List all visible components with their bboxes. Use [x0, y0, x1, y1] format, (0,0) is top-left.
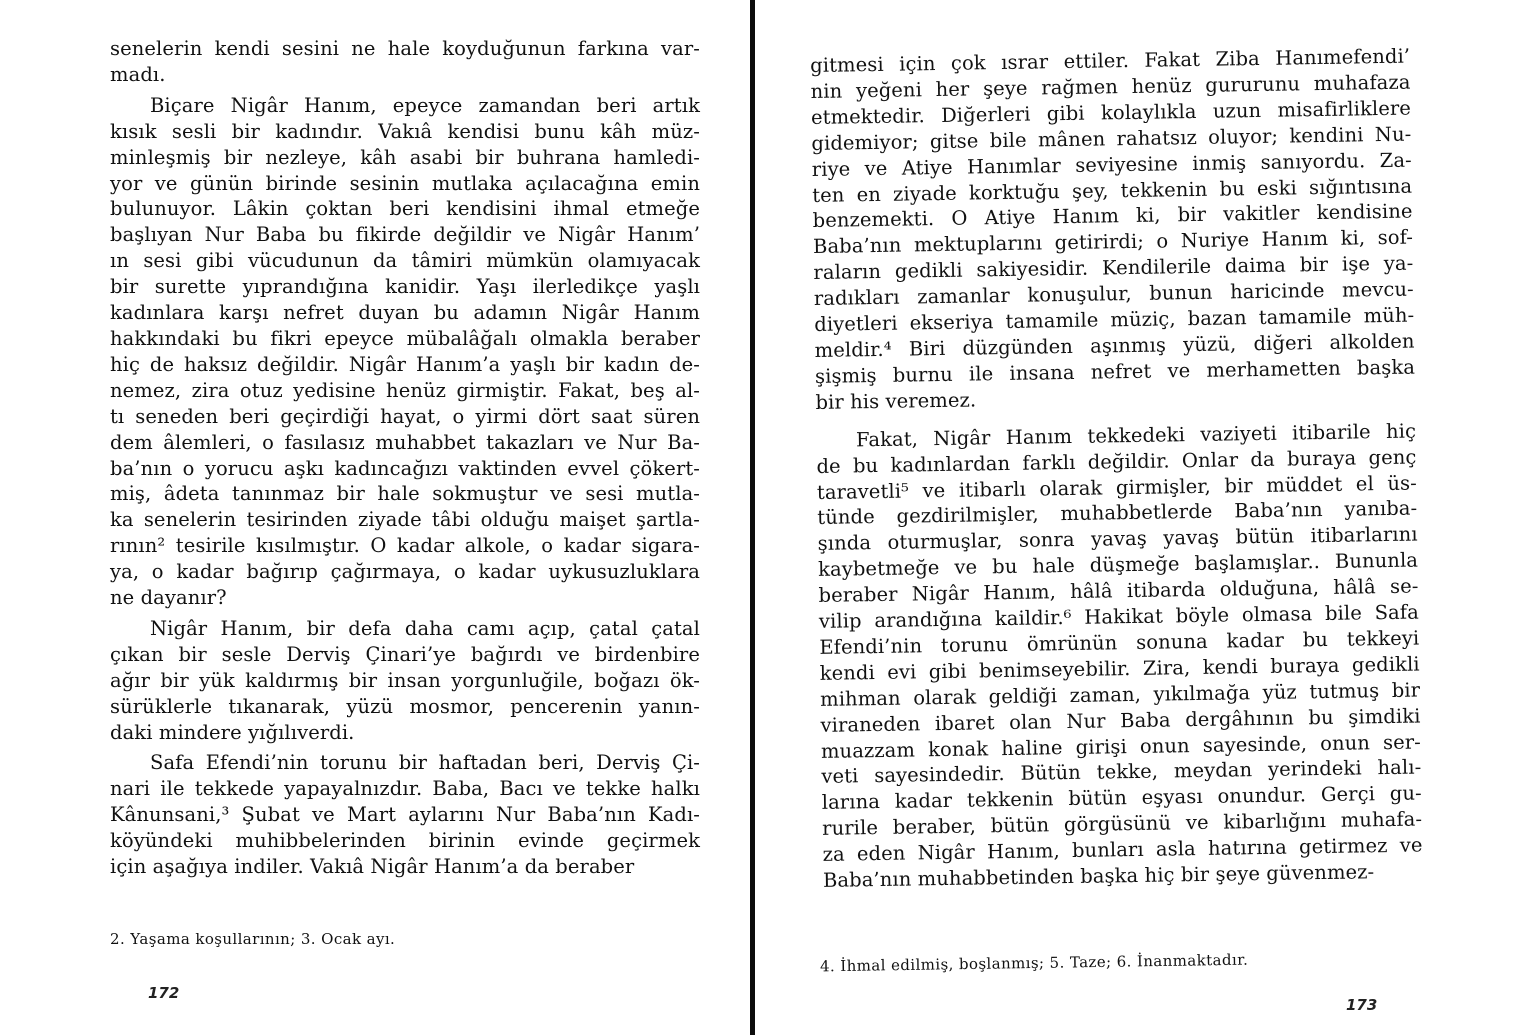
text-line: tünde gezdirilmişler, muhabbetlerde Baba’nın yanıba- [817, 496, 1418, 530]
text-line: raların gedikli sakiyesidir. Kendilerile daima bir işe ya- [813, 251, 1414, 285]
text-line: miş, âdeta tanınmaz bir hale sokmuştur ve sesi mutla- [110, 482, 700, 506]
text-line: sürüklerle tıkanarak, yüzü mosmor, pencerenin yanın- [110, 694, 700, 718]
text-line: şişmiş burnu ile insana nefret ve merhametten başka [814, 355, 1416, 388]
paragraph [816, 418, 1423, 894]
right-page [810, 44, 1423, 894]
text-line: ya, o kadar bağırıp çağırmaya, o kadar uykusuzluklara [110, 560, 700, 584]
text-line: mihman olarak geldiği zaman, yıkılmağa yüz tutmuş bir [819, 678, 1421, 711]
right-page-body [810, 44, 1423, 894]
text-line: bir his veremez. [815, 388, 977, 414]
text-line: nemez, zira otuz yedisine henüz girmiştir. Fakat, beş al- [110, 378, 700, 402]
right-page-number: 173 [1346, 996, 1378, 1014]
text-line: taravetli⁵ ve itibarlı olarak girmişler, bir müddet el üs- [816, 471, 1418, 504]
text-line: viraneden ibaret olan Nur Baba dergâhının bu şimdiki [820, 704, 1421, 737]
text-line: bulunuyor. Lâkin çoktan beri kendisini ihmal etmeğe [110, 197, 700, 221]
text-line: beraber Nigâr Hanım, hâlâ itibarda olduğuna, hâlâ se- [818, 574, 1419, 608]
text-line: Fakat, Nigâr Hanım tekkedeki vaziyeti itibarile hiç [855, 419, 1417, 452]
text-line: senelerin kendi sesini ne hale koyduğunun farkına var- [110, 37, 700, 60]
text-line: kısık sesli bir kadındır. Vakıâ kendisi bunu kâh müz- [110, 119, 700, 143]
text-line: hakkındaki bu fikri epeyce mübalâğalı olmakla beraber [110, 326, 700, 350]
text-line: Nigâr Hanım, bir defa daha camı açıp, çatal çatal [150, 616, 700, 640]
text-line: bir surette yıprandığına kanidir. Yaşı ilerledikçe yaşlı [110, 275, 700, 299]
text-line: tı seneden beri geçirdiği hayat, o yirmi dört saat süren [110, 404, 700, 428]
text-line: ten en ziyade korktuğu şey, tekkenin bu eski sığıntısına [812, 174, 1413, 207]
paragraph [110, 616, 700, 746]
text-line: kendi evi gibi benimseyebilir. Zira, kendi buraya gedikli [819, 652, 1420, 685]
text-line: gitmesi için çok ısrar ettiler. Fakat Ziba Hanımefendi’ [810, 44, 1411, 77]
text-line: larına kadar tekkenin bütün eşyası onundur. Gerçi gu- [821, 781, 1422, 815]
text-line: köyündeki muhibbelerinden birinin evinde geçirmek [110, 829, 700, 853]
left-footnote: 2. Yaşama koşullarının; 3. Ocak ayı. [110, 930, 396, 948]
right-footnote: 4. İhmal edilmiş, boşlanmış; 5. Taze; 6. İnanmaktadır. [819, 950, 1249, 976]
text-line: Baba’nın mektuplarını getirirdi; o Nuriye Hanım ki, sof- [812, 225, 1414, 259]
paragraph [810, 44, 1416, 416]
text-line: meldir.⁴ Biri düzgünden aşınmış yüzü, diğeri alkolden [814, 329, 1415, 362]
text-line: dem âlemleri, o fasılasız muhabbet takazları ve Nur Ba- [110, 430, 700, 454]
text-line: ba’nın o yorucu aşkı kadıncağızı vaktinden evvel çökert- [110, 456, 700, 480]
text-line: daki mindere yığılıverdi. [110, 720, 355, 744]
text-line: için aşağıya indiler. Vakıâ Nigâr Hanım’a da beraber [110, 855, 635, 879]
text-line: ın sesi gibi vücudunun da tâmiri mümkün olamıyacak [110, 249, 700, 273]
text-line: yor ve günün birinde sesinin mutlaka açılacağına emin [110, 171, 700, 195]
text-line: gidemiyor; gitse bile mânen rahatsız oluyor; kendini Nu- [811, 122, 1412, 155]
text-line: çıkan bir sesle Derviş Çinari’ye bağırdı ve birdenbire [110, 642, 700, 666]
text-line: nin yeğeni her şeye rağmen henüz gururunu muhafaza [810, 70, 1411, 103]
text-line: rurile beraber, bütün görgüsünü ve kibarlığını muhafa- [822, 807, 1423, 841]
left-page [110, 36, 700, 880]
text-line: hiç de haksız değildir. Nigâr Hanım’a yaşlı bir kadın de- [110, 352, 700, 376]
text-line: diyetleri ekseriya tamamile müziç, bazan tamamile müh- [814, 303, 1415, 337]
text-line: ne dayanır? [110, 586, 227, 610]
text-line: radıkları zamanlar konuşulur, bunun haricinde mevcu- [813, 277, 1414, 311]
text-line: kaybetmeğe ve bu hale düşmeğe başlamışlar.. Bununla [817, 548, 1419, 582]
text-line: minleşmiş bir nezleye, kâh asabi bir buhrana hamledi- [110, 145, 700, 169]
text-line: za eden Nigâr Hanım, bunları asla hatırına getirmez ve [822, 833, 1423, 867]
text-line: Baba’nın muhabbetinden başka hiç bir şeye güvenmez- [822, 860, 1375, 892]
text-line: ağır bir yük kaldırmış bir insan yorgunluğile, boğazı ök- [110, 668, 700, 692]
paragraph [110, 93, 700, 611]
text-line: veti sayesindedir. Bütün tekke, meydan yerindeki halı- [821, 755, 1422, 789]
text-line: Efendi’nin torunu ömrünün sonuna kadar bu tekkeyi [819, 626, 1420, 659]
text-line: şında oturmuşlar, sonra yavaş yavaş bütün itibarlarını [817, 522, 1418, 556]
text-line: Biçare Nigâr Hanım, epeyce zamandan beri artık [150, 93, 700, 117]
text-line: madı. [110, 62, 166, 86]
text-line: ka senelerin tesirinden ziyade tâbi olduğu maişet şartla- [110, 508, 700, 532]
text-line: etmektedir. Diğerleri gibi kolaylıkla uzun misafirliklere [810, 96, 1412, 129]
text-line: rının² tesirile kısılmıştır. O kadar alkole, o kadar sigara- [110, 534, 700, 558]
text-line: başlıyan Nur Baba bu fikirde değildir ve Nigâr Hanım’ [110, 223, 700, 247]
text-line: muazzam konak haline girişi onun sayesinde, onun ser- [820, 730, 1422, 763]
text-line: Safa Efendi’nin torunu bir haftadan beri, Derviş Çi- [150, 751, 700, 775]
paragraph [110, 750, 700, 880]
text-line: nari ile tekkede yapayalnızdır. Baba, Bacı ve tekke halkı [110, 777, 700, 801]
text-line: benzemekti. O Atiye Hanım ki, bir vakitler kendisine [812, 199, 1413, 233]
text-line: de bu kadınlardan farklı değildir. Onlar da buraya genç [816, 445, 1417, 478]
text-line: Kânunsani,³ Şubat ve Mart aylarını Nur Baba’nın Kadı- [110, 803, 700, 827]
paragraph [110, 36, 700, 88]
text-line: kadınlara karşı nefret duyan bu adamın Nigâr Hanım [110, 301, 700, 325]
left-page-body [110, 36, 700, 880]
text-line: vilip arandığına kaildir.⁶ Hakikat böyle olmasa bile Safa [818, 600, 1420, 633]
book-spine [750, 0, 755, 1035]
text-line: riye ve Atiye Hanımlar seviyesine inmiş sanıyordu. Za- [811, 148, 1412, 181]
left-page-number: 172 [148, 984, 180, 1002]
